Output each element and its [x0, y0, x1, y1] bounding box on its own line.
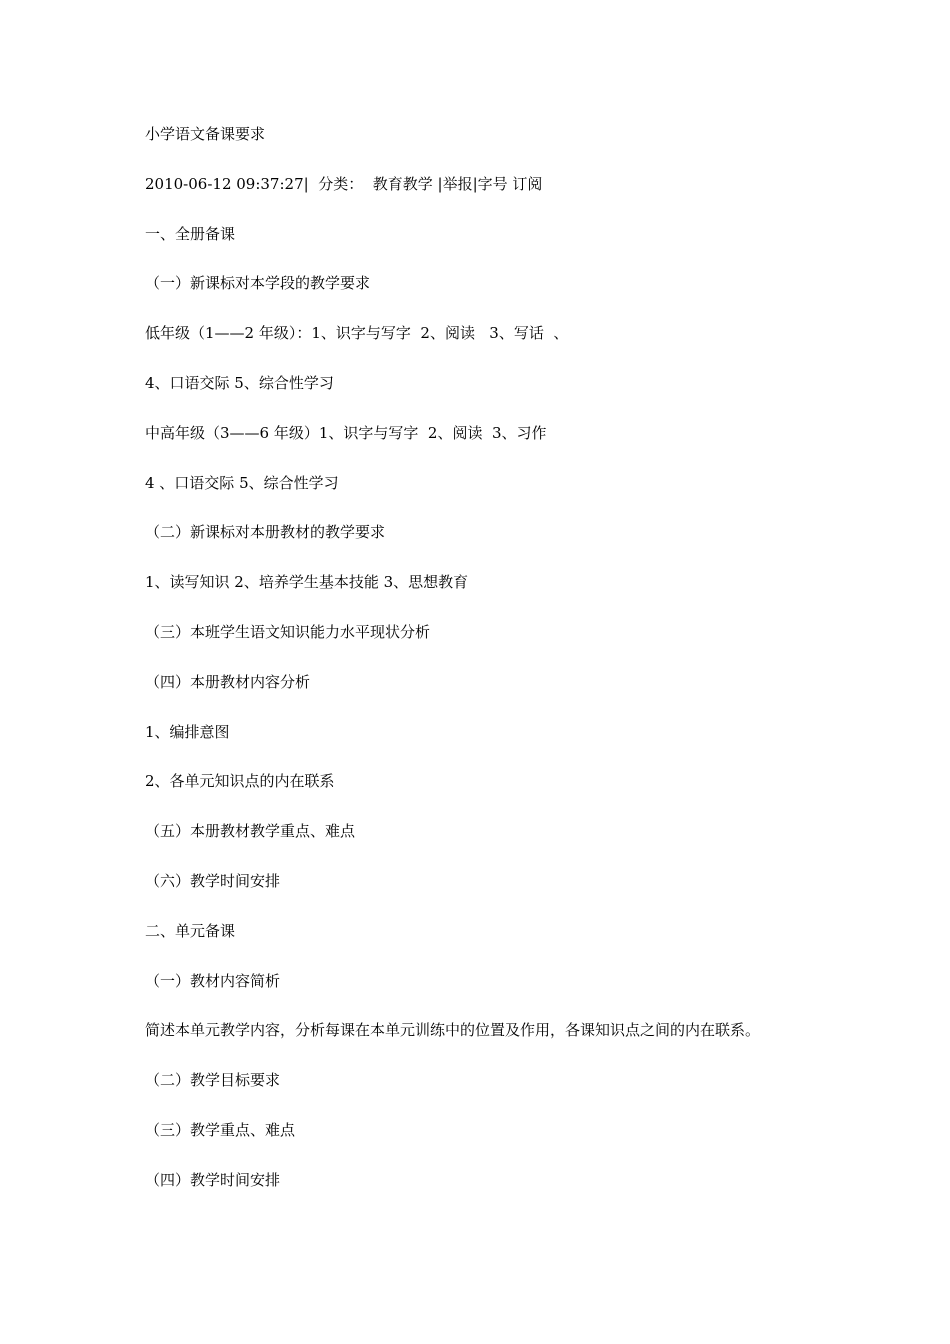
- subheading-unit-goals: （二）教学目标要求: [145, 1071, 281, 1090]
- subheading-time-schedule: （六）教学时间安排: [145, 871, 281, 890]
- subheading-unit-key-points: （三）教学重点、难点: [145, 1120, 296, 1139]
- paragraph-lower-grades: 低年级（1——2 年级）：1、识字与写字 2、阅读 3、写话 、: [145, 324, 569, 343]
- document-title: 小学语文备课要求: [145, 125, 266, 143]
- list-item-unit-connections: 2、各单元知识点的内在联系: [145, 772, 335, 791]
- document-meta: 2010-06-12 09:37:27| 分类： 教育教学 |举报|字号 订阅: [145, 174, 543, 193]
- subheading-volume-requirements: （二）新课标对本册教材的教学要求: [145, 523, 386, 542]
- document-body: [145, 124, 845, 1220]
- subheading-unit-time: （四）教学时间安排: [145, 1170, 281, 1189]
- subheading-curriculum-stage-requirements: （一）新课标对本学段的教学要求: [145, 274, 371, 293]
- subheading-key-points: （五）本册教材教学重点、难点: [145, 822, 356, 841]
- paragraph-lower-grades-cont: 4、口语交际 5、综合性学习: [145, 373, 334, 392]
- subheading-content-analysis: （四）本册教材内容分析: [145, 672, 311, 691]
- list-item-arrangement-intent: 1、编排意图: [145, 722, 230, 741]
- subheading-student-analysis: （三）本班学生语文知识能力水平现状分析: [145, 622, 431, 641]
- section-heading-full-volume: 一、全册备课: [145, 224, 236, 243]
- paragraph-volume-requirements: 1、读写知识 2、培养学生基本技能 3、思想教育: [145, 573, 469, 592]
- paragraph-upper-grades: 中高年级（3——6 年级）1、识字与写字 2、阅读 3、习作: [145, 423, 547, 442]
- section-heading-unit: 二、单元备课: [145, 921, 236, 940]
- subheading-unit-content: （一）教材内容简析: [145, 971, 281, 990]
- paragraph-upper-grades-cont: 4 、口语交际 5、综合性学习: [145, 473, 339, 492]
- paragraph-unit-content: 简述本单元教学内容，分析每课在本单元训练中的位置及作用，各课知识点之间的内在联系。: [145, 1021, 761, 1040]
